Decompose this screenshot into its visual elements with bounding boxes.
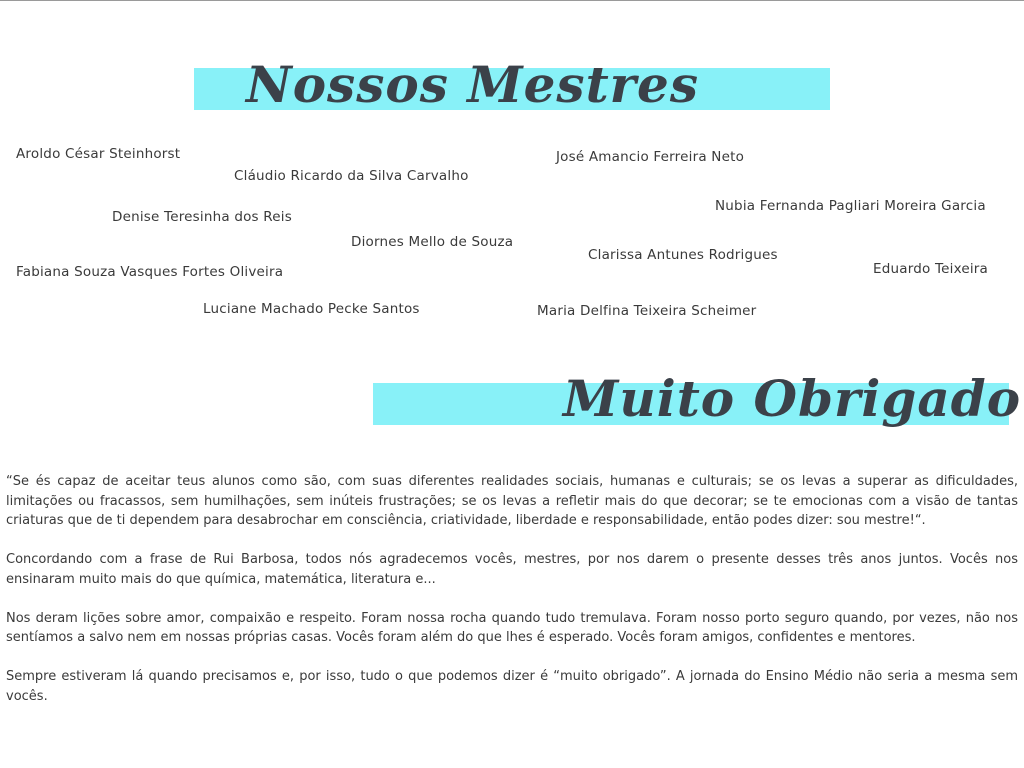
masters-heading: Nossos Mestres: [246, 55, 699, 114]
message-paragraph: Concordando com a frase de Rui Barbosa, todos nós agradecemos vocês, mestres, por nos darem o presente desses três anos juntos. Vocês nos ensinaram muito mais do que química, matemática, literatura e...: [6, 552, 1018, 587]
teacher-name: Maria Delfina Teixeira Scheimer: [537, 303, 757, 319]
message-paragraph: Sempre estiveram lá quando precisamos e, por isso, tudo o que podemos dizer é “muito obrigado”. A jornada do Ensino Médio não seria a mesma sem vocês.: [6, 669, 1018, 704]
teacher-name: Fabiana Souza Vasques Fortes Oliveira: [16, 264, 284, 280]
thanks-heading: Muito Obrigado: [563, 369, 1022, 428]
message-paragraph: “Se és capaz de aceitar teus alunos como são, com suas diferentes realidades sociais, humanas e culturais; se os levas a superar as dificuldades, limitações ou fracassos, sem humilhações, sem inúteis frustrações; se os levas a refletir mais do que decorar; se te emocionas com a visão de tantas criaturas que de ti dependem para desabrochar em consciência, criatividade, liberdade e responsabilidade, então podes dizer: sou mestre!“.: [6, 474, 1018, 528]
top-divider: [0, 0, 1024, 1]
teacher-name: Luciane Machado Pecke Santos: [203, 301, 420, 317]
message-paragraph: Nos deram lições sobre amor, compaixão e respeito. Foram nossa rocha quando tudo tremulava. Foram nosso porto seguro quando, por vezes, não nos sentíamos a salvo nem em nossas próprias casas. Vocês foram além do que lhes é esperado. Vocês foram amigos, confidentes e mentores.: [6, 610, 1018, 645]
teacher-name: Cláudio Ricardo da Silva Carvalho: [234, 168, 469, 184]
teacher-name: Clarissa Antunes Rodrigues: [588, 247, 778, 263]
teacher-name: Diornes Mello de Souza: [351, 234, 514, 250]
teacher-name: Nubia Fernanda Pagliari Moreira Garcia: [715, 198, 986, 214]
teacher-name: Aroldo César Steinhorst: [16, 146, 181, 162]
teacher-name: Eduardo Teixeira: [873, 261, 989, 277]
teacher-name: Denise Teresinha dos Reis: [112, 209, 292, 225]
teacher-name: José Amancio Ferreira Neto: [556, 149, 745, 165]
thank-you-message: [6, 472, 1018, 726]
